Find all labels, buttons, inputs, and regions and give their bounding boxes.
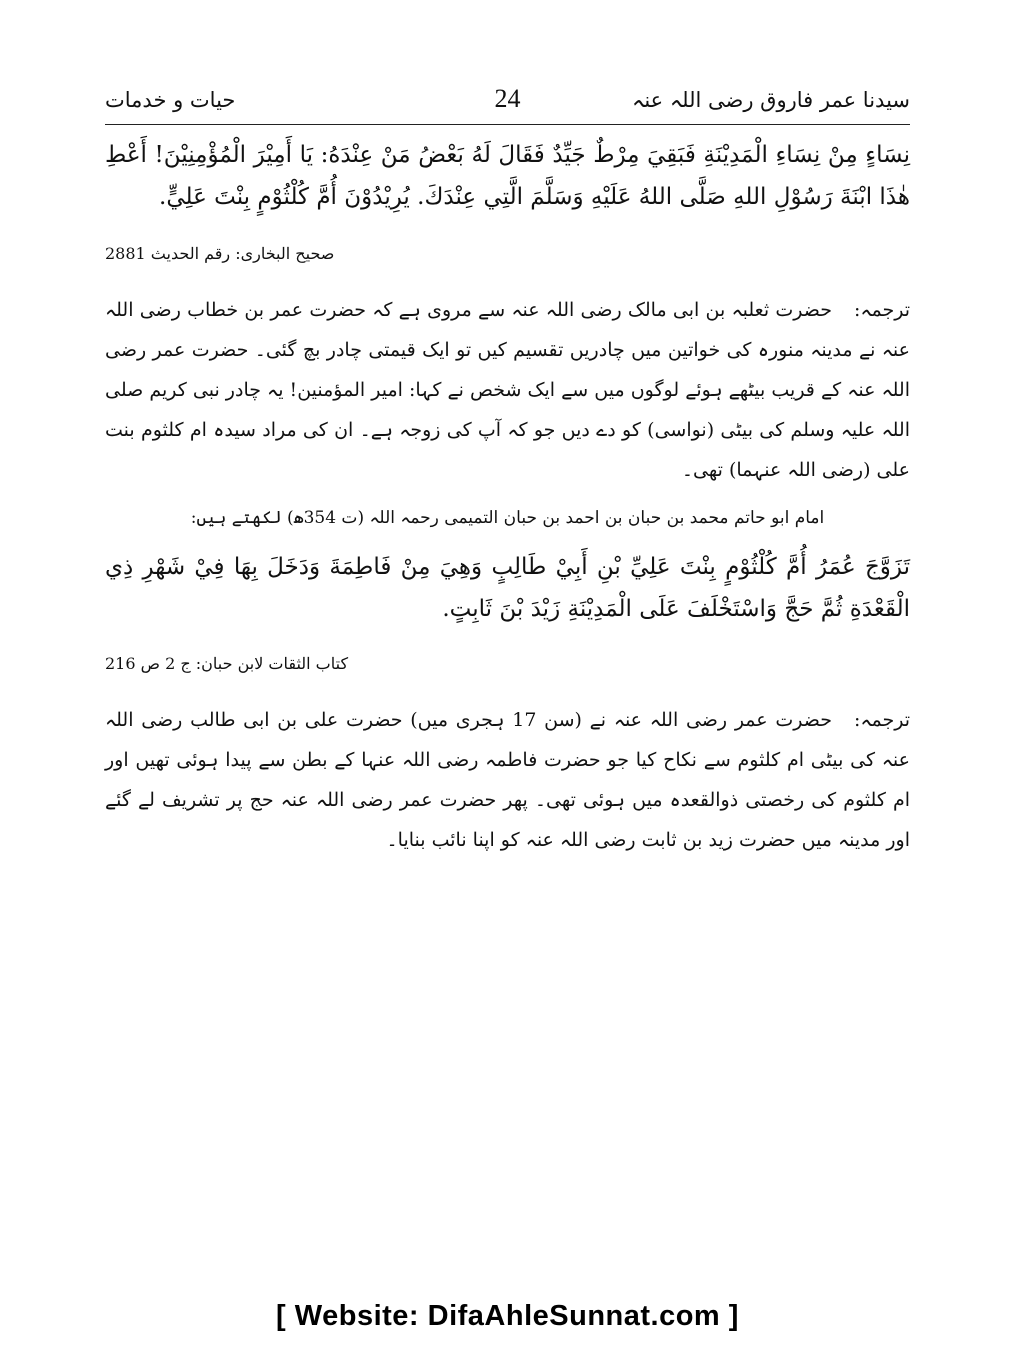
translation-2 <box>105 700 910 900</box>
translation-text: حضرت عمر رضی اللہ عنہ نے (سن 17 ہجری میں) حضرت علی بن ابی طالب رضی اللہ عنہ کی بیٹی ام کلثوم سے نکاح کیا جو حضرت فاطمہ رضی اللہ عنہا کے بطن سے پیدا ہوئی تھیں اور ام کلثوم کی رخصتی ذوالقعدہ میں ہوئی تھی۔ پھر حضرت عمر رضی اللہ عنہ حج پر تشریف لے گئے اور مدینہ میں حضرت زید بن ثابت رضی اللہ عنہ کو اپنا نائب بنایا۔ <box>105 709 910 851</box>
section-title: حیات و خدمات <box>105 88 236 112</box>
translation-label: ترجمہ: <box>853 299 910 321</box>
translation-label: ترجمہ: <box>853 709 910 731</box>
website-footer: [ Website: DifaAhleSunnat.com ] <box>276 1300 739 1332</box>
arabic-hadith-2: تَزَوَّجَ عُمَرُ أُمَّ كُلْثُوْمٍ بِنْتَ عَلِيِّ بْنِ أَبِيْ طَالِبٍ وَهِيَ مِنْ فَاطِمَةَ وَدَخَلَ بِهَا فِيْ شَهْرِ ذِي الْقَعْدَةِ ثُمَّ حَجَّ وَاسْتَخْلَفَ عَلَى الْمَدِيْنَةِ زَيْدَ بْنَ ثَابِتٍ. <box>105 554 910 622</box>
reference-2: کتاب الثقات لابن حبان: ج 2 ص 216 <box>105 654 349 673</box>
intro-imam-ibn-hibban: امام ابو حاتم محمد بن حبان بن احمد بن حبان التمیمی رحمہ اللہ (ت 354ھ) لکھتے ہیں: <box>190 508 825 528</box>
page-header <box>105 82 910 124</box>
header-divider <box>105 124 910 125</box>
arabic-hadith-1: نِسَاءٍ مِنْ نِسَاءِ الْمَدِيْنَةِ فَبَقِيَ مِرْطٌ جَيِّدٌ فَقَالَ لَهُ بَعْضُ مَنْ عِنْدَهُ: يَا أَمِيْرَ الْمُؤْمِنِيْنَ! أَعْطِ هٰذَا ابْنَةَ رَسُوْلِ اللهِ صَلَّى اللهُ عَلَيْهِ وَسَلَّمَ الَّتِي عِنْدَكَ. يُرِيْدُوْنَ أُمَّ كُلْثُوْمٍ بِنْتَ عَلِيٍّ. <box>105 142 910 210</box>
book-title: سیدنا عمر فاروق رضی اللہ عنہ <box>632 88 910 112</box>
translation-1 <box>105 290 910 490</box>
reference-1: صحیح البخاری: رقم الحدیث 2881 <box>105 244 335 263</box>
page-number: 24 <box>494 84 521 113</box>
translation-text: حضرت ثعلبہ بن ابی مالک رضی اللہ عنہ سے مروی ہے کہ حضرت عمر بن خطاب رضی اللہ عنہ نے مدینہ منورہ کی خواتین میں چادریں تقسیم کیں تو ایک قیمتی چادر بچ گئی۔ حضرت عمر رضی اللہ عنہ کے قریب بیٹھے ہوئے لوگوں میں سے ایک شخص نے کہا: امیر المؤمنین! یہ چادر نبی کریم صلی اللہ علیہ وسلم کی بیٹی (نواسی) کو دے دیں جو کہ آپ کی زوجہ ہے۔ ان کی مراد سیدہ ام کلثوم بنت علی (رضی اللہ عنہما) تھی۔ <box>105 299 910 481</box>
